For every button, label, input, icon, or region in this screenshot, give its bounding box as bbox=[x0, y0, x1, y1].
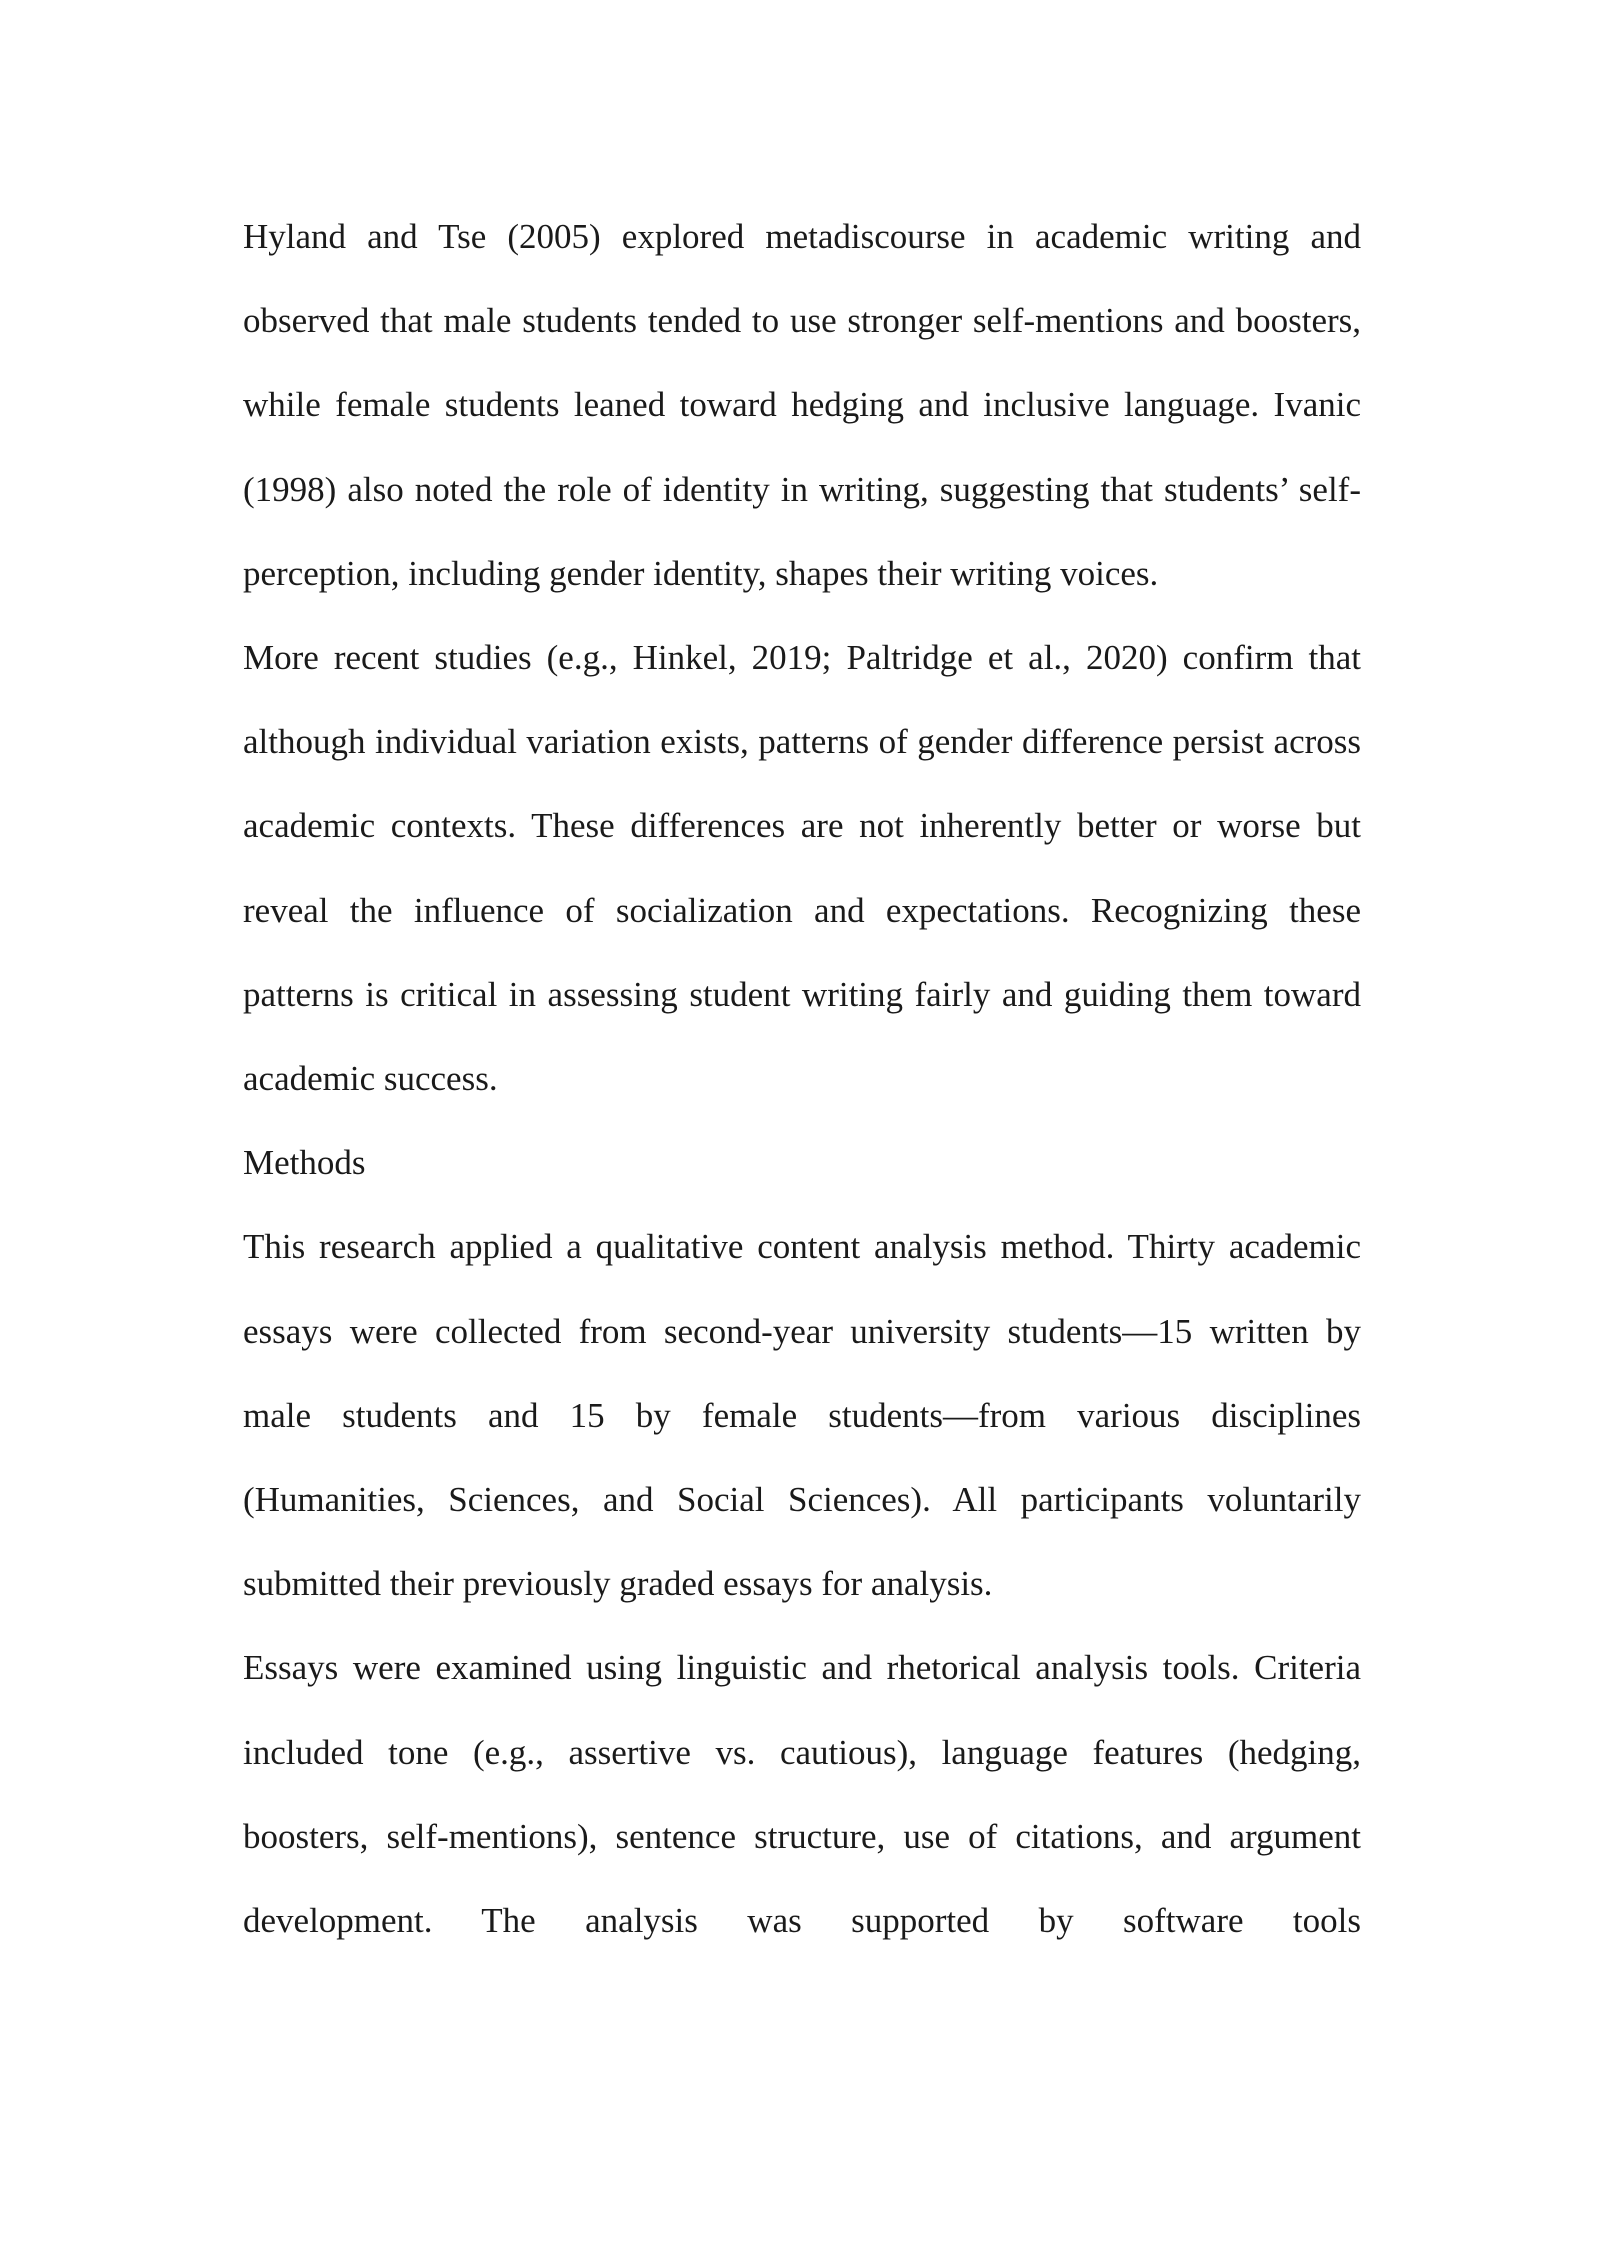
paragraph-recent-studies: More recent studies (e.g., Hinkel, 2019; Paltridge et al., 2020) confirm that although individual variation exists, patterns of gender difference persist across academic contexts. These differences are not inherently better or worse but reveal the influence of socialization and expectations. Recognizing these patterns is critical in assessing student writing fairly and guiding them toward academic success. bbox=[243, 638, 1361, 1099]
paragraph-hyland-tse: Hyland and Tse (2005) explored metadiscourse in academic writing and observed that male students tended to use stronger self-mentions and boosters, while female students leaned toward hedging and inclusive language. Ivanic (1998) also noted the role of identity in writing, suggesting that students’ self-perception, including gender identity, shapes their writing voices. bbox=[243, 217, 1361, 593]
paragraph-research-method: This research applied a qualitative content analysis method. Thirty academic essays were collected from second-year university students—15 written by male students and 15 by female students—from various disciplines (Humanities, Sciences, and Social Sciences). All participants voluntarily submitted their previously graded essays for analysis. bbox=[243, 1227, 1361, 1604]
section-heading-methods: Methods bbox=[243, 1143, 366, 1183]
document-body bbox=[243, 195, 1361, 1963]
paragraph-analysis-criteria: Essays were examined using linguistic and rhetorical analysis tools. Criteria included tone (e.g., assertive vs. cautious), language features (hedging, boosters, self-mentions), sentence structure, use of citations, and argument development. The analysis was supported by software tools bbox=[243, 1648, 1361, 1941]
